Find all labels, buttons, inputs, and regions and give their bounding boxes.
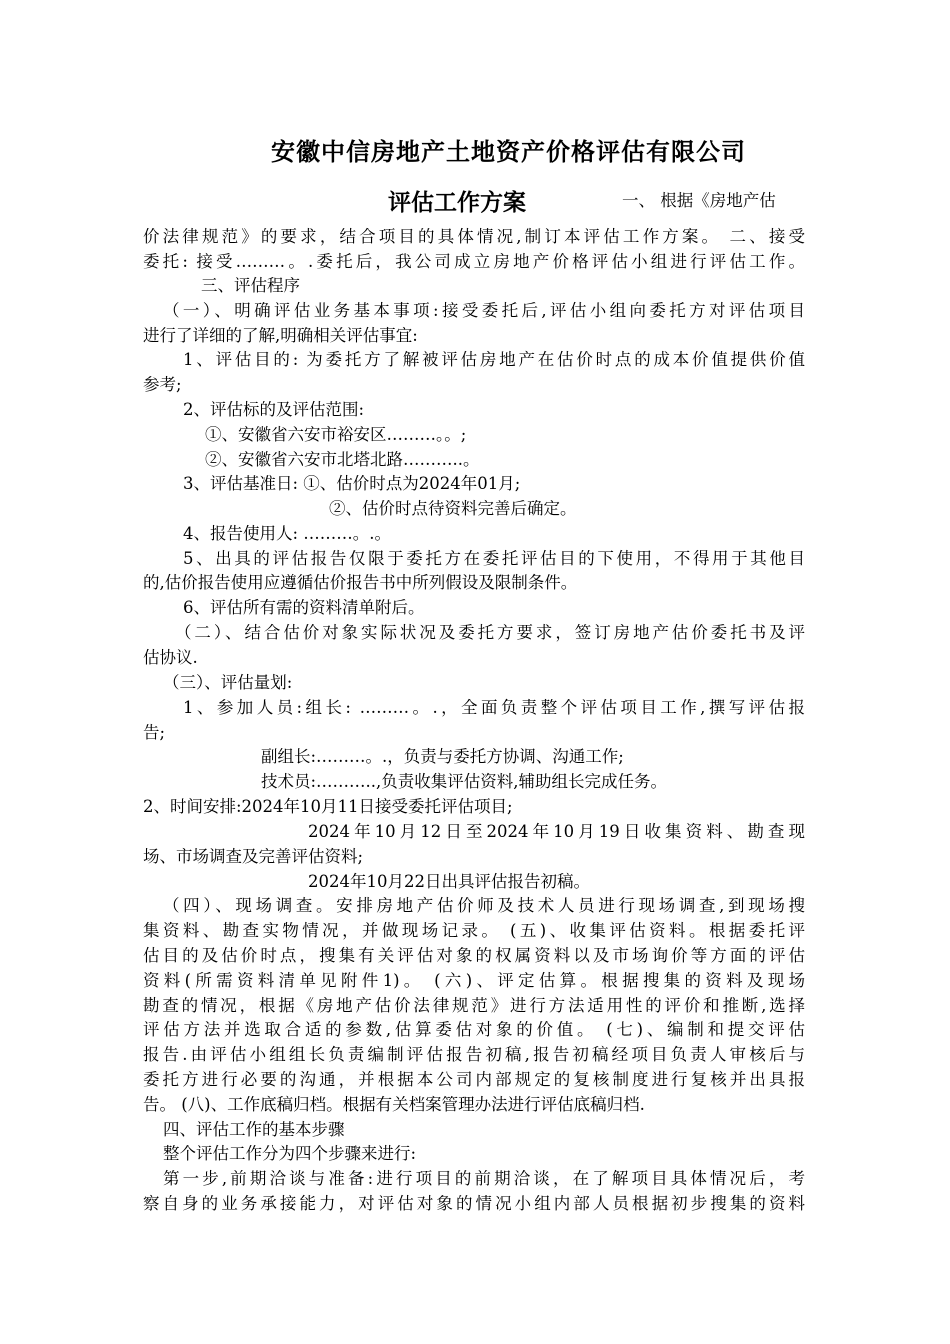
- text-line: 察自身的业务承接能力，对评估对象的情况小组内部人员根据初步搜集的资料: [143, 1194, 805, 1213]
- text-line: 1、评估目的: 为委托方了解被评估房地产在估价时点的成本价值提供价值: [183, 350, 805, 369]
- section-heading: 四、评估工作的基本步骤: [163, 1120, 345, 1139]
- section-heading: 三、评估程序: [201, 276, 300, 295]
- text-line: ②、安徽省六安市北塔北路………..。: [205, 450, 480, 469]
- text-line: 场、市场调查及完善评估资料;: [143, 847, 364, 866]
- text-line: 告。 (八)、工作底稿归档。根据有关档案管理办法进行评估底稿归档.: [143, 1095, 645, 1114]
- text-line: 告;: [143, 723, 166, 742]
- text-line: 第一步,前期洽谈与准备:进行项目的前期洽谈，在了解项目具体情况后，考: [163, 1169, 805, 1188]
- text-line: 参考;: [143, 375, 182, 394]
- text-line: 集资料、勘查实物情况，并做现场记录。 (五)、收集评估资料。根据委托评: [143, 921, 805, 940]
- text-line: 评估方法并选取合适的参数,估算委估对象的价值。 (七)、编制和提交评估: [143, 1020, 805, 1039]
- company-title: 安徽中信房地产土地资产价格评估有限公司: [271, 138, 746, 166]
- text-line: 2024年10月22日出具评估报告初稿。: [308, 872, 590, 891]
- text-line: 3、评估基准日: ①、估价时点为2024年01月;: [183, 474, 521, 493]
- text-line: 1、参加人员:组长: ………。.，全面负责整个评估项目工作,撰写评估报: [183, 698, 805, 717]
- text-line: （四）、现场调查。安排房地产估价师及技术人员进行现场调查,到现场搜: [163, 896, 805, 915]
- text-line: 委托方进行必要的沟通，并根据本公司内部规定的复核制度进行复核并出具报: [143, 1070, 805, 1089]
- document-title: 评估工作方案: [388, 190, 526, 216]
- text-line: 6、评估所有需的资料清单附后。: [183, 598, 425, 617]
- text-line: 技术员:………..,负责收集评估资料,辅助组长完成任务。: [261, 772, 668, 791]
- text-line: 4、报告使用人: ………。.。: [183, 524, 392, 543]
- text-line: （一）、明确评估业务基本事项:接受委托后,评估小组向委托方对评估项目: [163, 301, 805, 320]
- text-line: 的,估价报告使用应遵循估价报告书中所列假设及限制条件。: [143, 573, 578, 592]
- text-line: 5、出具的评估报告仅限于委托方在委托评估目的下使用，不得用于其他目: [183, 549, 805, 568]
- text-line: 资料(所需资料清单见附件1)。 (六)、评定估算。根据搜集的资料及现场: [143, 971, 805, 990]
- text-line: ②、估价时点待资料完善后确定。: [329, 499, 577, 518]
- text-line: （二）、结合估价对象实际状况及委托方要求，签订房地产估价委托书及评: [175, 623, 805, 642]
- text-line: 价法律规范》的要求，结合项目的具体情况,制订本评估工作方案。 二、接受: [143, 227, 805, 246]
- text-line: 进行了详细的了解,明确相关评估事宜:: [143, 326, 418, 345]
- text-line: 2024年10月12日至2024年10月19日收集资料、勘查现: [308, 822, 805, 841]
- text-line: 报告.由评估小组组长负责编制评估报告初稿,报告初稿经项目负责人审核后与: [143, 1045, 805, 1064]
- text-line: 估目的及估价时点，搜集有关评估对象的权属资料以及市场询价等方面的评估: [143, 946, 805, 965]
- text-line: 副组长:………。.，负责与委托方协调、沟通工作;: [261, 747, 624, 766]
- text-line: 2、评估标的及评估范围:: [183, 400, 365, 419]
- text-line: 委托: 接受………。.委托后，我公司成立房地产价格评估小组进行评估工作。: [143, 252, 805, 271]
- text-line: 2、时间安排:2024年10月11日接受委托评估项目;: [143, 797, 513, 816]
- text-line: ①、安徽省六安市裕安区………。。;: [205, 425, 467, 444]
- text-line: 勘查的情况，根据《房地产估价法律规范》进行方法适用性的评价和推断,选择: [143, 996, 805, 1015]
- text-line: 整个评估工作分为四个步骤来进行:: [163, 1144, 417, 1163]
- text-line: 估协议.: [143, 648, 198, 667]
- section-heading: （三）、评估量划:: [163, 673, 293, 692]
- text-line: 一、 根据《房地产估: [622, 191, 776, 210]
